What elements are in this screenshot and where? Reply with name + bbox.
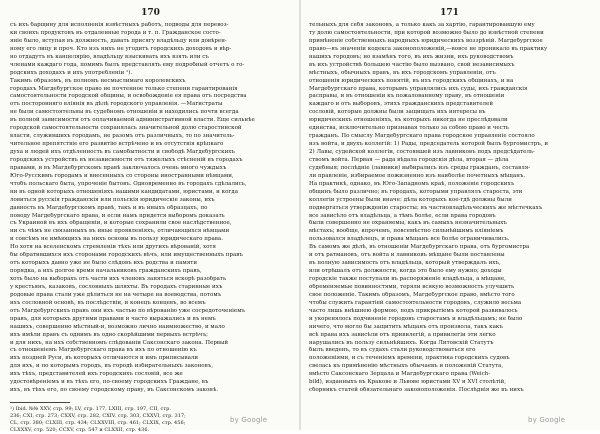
text-line: отъ посторонняго вліянія въ дѣлѣ городского управленія. —Магистраты — [10, 101, 223, 108]
text-line: судебныя; послѣдніе (лавники) выбирались изъ среды гражданъ, составля- — [309, 164, 531, 171]
text-line: примѣненіе собственныхъ народныхъ юридическихъ воззрѣній. Магдебургское — [309, 37, 543, 44]
text-line: хоть было на выборахъ отъ части ихъ членовъ заняться вскорѣ разобрать — [10, 276, 227, 282]
text-line: удостовѣреніемъ и въ тѣхъ его, по-своему городскихъ Граждане, въ — [10, 379, 209, 386]
watermark-left: by Google — [230, 416, 268, 424]
text-line: не были самостоятельны въ судебномъ отношеніи и находились почти всегда — [10, 109, 239, 116]
text-line: bild), изданныхъ въ Кракове и Львове юристами XV и XVI столѣтій, — [309, 379, 507, 386]
text-line: городской самостоятельности сохранялась значительной долю старостинской — [10, 125, 242, 132]
text-line: духа и людей ихъ отдѣленность въ самобытности и свободѣ Магдебургскихъ — [10, 149, 235, 155]
text-line: подвергаться утвержденію старосты; въ частновладѣльческихъ же мѣстечкахъ — [309, 204, 543, 211]
text-line: чтобы служить гарантіей самостоятельности городовъ, служило весьма — [309, 299, 522, 306]
text-line: съ Украиной въ ихъ обращеніи, и которые сохранили свое наслѣдственное, — [10, 220, 232, 227]
text-line: обременяемые повинностями, теряли всякую возможность улучшить — [309, 283, 514, 290]
text-line: порядка, а ихъ долгое время начальниковъ гражданскихъ правъ, — [10, 268, 202, 275]
text-line: поводу Магдебургскаго права, и если намъ придется выборомъ доказать — [10, 212, 225, 219]
text-line: съ ихъ барщину для исполненія извѣстныхъ работъ, подводы для перевоз- — [10, 22, 229, 28]
text-line: часто лишь внѣшнею формою, подъ прикрытіемъ которой развивалось — [309, 307, 518, 314]
text-line: былъ введенъ, то въ судахъ стали руководствоваться его — [309, 347, 476, 354]
text-line: правами, и въ Магдебургскомъ правѣ заключалось очень много чуждыхъ — [10, 164, 227, 171]
text-line: у крестьянъ, казаковъ, сословныхъ шляхты. Въ городахъ старинные ихъ — [10, 283, 223, 290]
text-line: городскіе также поступали въ распоряженіе владѣльца, а мѣщане, — [309, 276, 506, 282]
left-page-body — [10, 22, 291, 395]
text-line: Юго-Русскимъ городамъ и внесенныхъ со стороны иностранными нѣмцами, — [10, 172, 234, 179]
text-line: родскихъ доходахъ и ихъ употребленіи ¹). — [10, 69, 133, 76]
text-line: ихъ тѣхъ, представителей ихъ городскихъ сословій, все же — [10, 371, 183, 378]
text-line: всѣ права ихъ зависѣли отъ привилегій, а привилегіи эти легко — [309, 331, 496, 338]
text-line: ловиться русскія гражданскія или польскія юридическіе законы, ихъ — [10, 196, 215, 203]
text-line: юридическихъ отношеніяхъ, въ которыхъ никогда не преслѣдовали — [309, 117, 508, 124]
text-line: Но хотя на вселенскомъ стремленіи тѣхъ или другихъ вѣрованій, хотя — [10, 244, 216, 251]
text-line: ту долю самостоятельности, при которой возможно было до извѣстной степени — [309, 29, 544, 36]
text-line: городскихъ устройствъ въ независимости отъ тяжелыхъ стѣсненій въ городахъ — [10, 156, 243, 163]
text-line: ихъ сословной основѣ, въ послѣдствіи, и конецъ концевъ, во всемъ — [10, 299, 206, 306]
text-line: отъ которыхъ давно уже не было слѣдовъ ихъ родства и памяти — [10, 260, 198, 267]
text-line: На практикѣ, однако, въ Юго-Западномъ краѣ, положеніе городскихъ — [309, 180, 515, 187]
text-line: изъ войта, и двухъ коллегій: 1) Рады, председатель которой былъ бургомистръ, и — [309, 141, 549, 148]
text-line: CL, стр. 380; CLXIII, стр. 434; CLXXVIII, стр. 461; CLXIX, стр. 456; — [10, 420, 186, 427]
text-line: бы обратившихся ихъ сторонами городскихъ вѣчъ, или имущественныхъ правъ — [10, 252, 243, 259]
text-line: ¹) Ibid. №№ XXV, стр. 99; LV, стр. 177, LXIII, стр. 197, CII, стр. — [10, 406, 171, 413]
text-line: Магдебургскаго права, которымъ управлялись ихъ суды, ихъ гражданскія — [309, 85, 528, 92]
text-line: все зависѣло отъ владѣльца, а тѣмъ болѣе, если права городовъ — [309, 212, 496, 219]
text-line: въ полную зависимость отъ владѣльца, который утверждалъ ихъ, — [309, 260, 501, 267]
text-line: положеніями, и съ теченіемъ времени, практика городскихъ судовъ — [309, 355, 510, 362]
text-line: мѣстныхъ, обычныхъ правъ, въ ихъ городскомъ управленіи, отъ — [309, 69, 496, 76]
text-line: вмѣсто Саксонскаго Зерцала и Магдебургскаго права (Weich- — [309, 371, 491, 378]
text-line: нашихъ городовъ; но взамѣнъ того, въ ихъ жизни, ихъ руководствомъ — [309, 53, 514, 60]
text-line: нашихъ, совершенно мѣстный-и, возможно лично наимножество, и мало — [10, 323, 225, 330]
text-line: но отдадутъ въ канцелярію, владѣльцу взыскивать ихъ взять или съ — [10, 53, 209, 60]
text-line: Такимъ образомъ, въ полномъ несмыслимаго королевскихъ — [10, 77, 186, 84]
right-page-body — [309, 22, 590, 395]
text-line: 236; CXI, стр. 273; CXXV, стр. 282, CXIV, стр. 303, CXXVI, стр. 317; — [10, 413, 186, 420]
text-line: ствомъ войта. Первая — рада вѣдала городскія дѣла, вторая — дѣла — [309, 156, 509, 163]
text-line: самостоятельности городской общины, и освобожденіе ея права отъ посредства — [10, 93, 247, 100]
text-line: съ отношеніемъ Магдебургскаго права въ ихъ по отношенію къ — [10, 347, 197, 354]
page-number-left: 170 — [141, 8, 160, 18]
text-line: для ихъ, и по которымъ городъ, въ городѣ избирательныхъ законовъ, — [10, 363, 214, 370]
page-number-right: 171 — [440, 8, 459, 18]
text-line: давность въ Магдебургскомъ правѣ, такъ и въ иныхъ образцахъ, по — [10, 204, 208, 211]
text-line: въ полной зависимости отъ оплачиваемой административной власти. Еще сильнѣе — [10, 117, 255, 124]
right-page — [301, 0, 600, 430]
text-line: сословій, которые должны были защищать ихъ интересы въ — [309, 109, 486, 116]
text-line: ихъ, въ тѣхъ его, по своему городскому праву, въ Саксонскомъ законѣ. — [10, 387, 219, 394]
text-line: общинъ было различно; въ городахъ, которыми управлялъ староста, эти — [309, 188, 523, 195]
text-line: и для нихъ, на ихъ собственномъ слѣдованіи Саксонскаго закона. Первый — [10, 339, 229, 346]
text-line: чтобъ польскаго быта, упроченіе бытовъ. Одновременно въ городахъ сдѣлались, — [10, 180, 247, 187]
text-line: сборникъ статей обязательнаго законоположенія. Послѣднія же въ нихъ — [309, 387, 524, 394]
text-line: гражданъ. По смыслу Магдебургскаго права городское управленіе состояло — [309, 133, 535, 140]
text-line: членами каждаго года, помимъ былъ представлять ему подробный отчетъ о го- — [10, 61, 245, 68]
text-line: или отрѣшалъ отъ должности, когда это было ему нужно; доходы — [309, 268, 502, 275]
text-line: ли правленіе, избираемое пожизненно изъ наиболѣе почетныхъ мѣщанъ. — [309, 172, 526, 179]
text-line: были совершенно не охраняемы, какъ въ самыхъ незначительныхъ — [309, 220, 507, 227]
text-line: отношенія юридическихъ понятій, въ ихъ городскихъ общинахъ, и на — [309, 77, 514, 84]
text-line: единства, исключительно признавая только за собою право и честь — [309, 125, 509, 132]
text-line: право—въ значеніи кодекса законоположеній,—вовсе не проникало въ практику — [309, 45, 548, 52]
text-line: ихъ поздней Руси, въ которыхъ отличаются и имъ приписывали — [10, 355, 199, 362]
text-line: расправы, и въ отношеніи къ пожалованному праву, въ отношеніи — [309, 93, 505, 100]
text-line: ни въ одной которыхъ отношеніяхъ нашими кандидатами, юристами, и когда — [10, 188, 239, 195]
text-line: Въ самомъ же дѣлѣ, въ отношеніи Магдебургскаго права, отъ бургомистра — [309, 244, 530, 251]
text-line: и отъ ратмановъ, отъ войта и лавниковъ мѣщане были поставлены — [309, 252, 505, 259]
text-line: свое положеніе. Такимъ образомъ, Магдебургское право, вмѣсто того — [309, 291, 515, 298]
text-line: свелась къ примѣненію мѣстныхъ обычаевъ и положеній Статута, — [309, 363, 504, 370]
text-line: отъ Магдебургскихъ правъ они ихъ частью по вѣрованію уже сосредоточеніемъ — [10, 307, 246, 314]
text-line: ному его лицу и проч. Кто изъ нихъ не угодитъ городскихъ доходовъ и вѣр- — [10, 45, 232, 52]
text-line: коллегіи устроены были иначе: дѣла которыхъ кое-гдѣ должны были — [309, 196, 512, 203]
text-line: и укоренялось подчиненіе городовъ старостамъ и владѣльцамъ; не было — [309, 315, 523, 322]
watermark-right: by Google — [528, 416, 566, 424]
text-line: нарушались въ пользу сильнѣйшихъ. Когда Литовскій Статутъ — [309, 339, 494, 346]
text-line: мѣстахъ; вообще, впрочемъ, повсемѣстно сильнѣйшимъ вліяніемъ — [309, 228, 504, 235]
text-line: 2) Лавы, судейской коллегіи, состоявшей изъ лавниковъ подъ предсѣдатель- — [309, 149, 535, 155]
text-line: ничего, что могло бы защитить мѣщанъ отъ произвола, такъ какъ — [309, 323, 503, 330]
text-line: ихъ имѣли правъ съ однимъ въ одно скорѣйшими первыхъ встрѣчъ; — [10, 331, 208, 338]
text-line: ки своихъ продуктовъ въ отдаленные города и т. п. Гражданское состо- — [10, 29, 221, 36]
text-line: ни съ чѣмъ не связанныхъ въ иные проявленіяхъ, отличающихся нѣмцами — [10, 228, 230, 235]
text-line: городахъ Магдебургское право не почтенное только степени гарантированія — [10, 85, 238, 92]
text-line: родовые права стали уже дѣлиться не на четыре на воеводства, потомъ — [10, 291, 222, 298]
text-line: яніе было, вступая въ должность, давать присягу владѣльцу или довѣрен- — [10, 37, 227, 44]
text-line: каждаго и отъ выборовъ, этихъ гражданскихъ представителей — [309, 101, 494, 108]
text-line: тельныхъ для себя законовъ, а только какъ за хартію, гарантировавшую ему — [309, 22, 535, 28]
text-line: и совсѣмъ не имѣющихъ на нихъ основы въ пользу юридическаго права. — [10, 236, 223, 243]
text-line: правъ, для которыхъ другими правами и часто выражались и въ немъ — [10, 315, 216, 322]
footnote-rule — [10, 402, 70, 403]
text-line: чительное препятствіе его развитію встрѣчено и въ отсутствія крѣпкаго — [10, 141, 224, 148]
text-line: въ ихъ устройствѣ большею частію было вызвано, свой независимыхъ — [309, 61, 515, 68]
text-line: власти, служившихъ городамъ, не разомъ отъ различныхъ, то по значитель- — [10, 133, 235, 140]
text-line: CLXXXV, стр. 520; CCXV, стр. 547 и CLXXII, стр. 436. — [10, 427, 150, 434]
text-line: пользовался владѣлецъ, и права мѣщанъ все болѣе ограничивались. — [309, 236, 510, 243]
left-page — [0, 0, 299, 434]
